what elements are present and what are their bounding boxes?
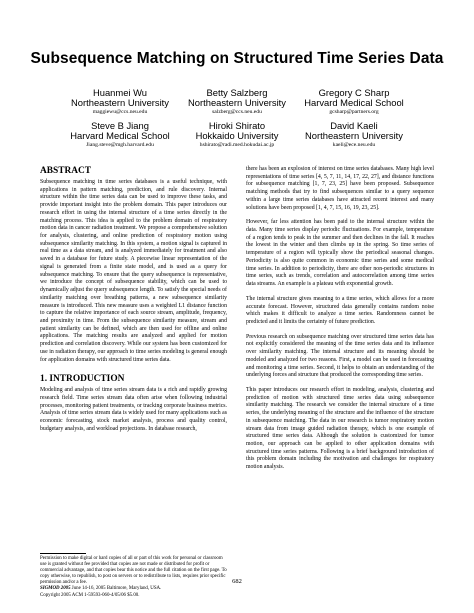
- author-block: [294, 88, 414, 116]
- author-block: [177, 88, 297, 116]
- author-email[interactable]: Jiang.steve@mgh.harvard.edu: [86, 142, 154, 148]
- author-email[interactable]: hshirato@radi.med.hokudai.ac.jp: [199, 142, 275, 148]
- footnote-rule: [40, 553, 86, 554]
- body-paragraph: there has been an explosion of interest on time series databases. Many high level representations of time series [4, 5, 7, 11, 14, 17, 22, 27], and distance functions for subsequence matching [1, 7, 23, 25] have been proposed. Subsequence matching methods that try to find subsequences similar to a query sequence within a large time series databases have attracted recent interest and many solutions have been proposed [1, 4, 7, 15, 16, 19, 23, 25].: [246, 166, 434, 211]
- body-paragraph: The internal structure gives meaning to a time series, which allows for a more accurate forecast. However, structured data generally contains random noise which makes it difficult to analyze a time series. Randomness cannot be predicted and it limits the certainty of future prediction.: [246, 295, 434, 325]
- author-block: [294, 121, 414, 149]
- introduction-heading: 1. INTRODUCTION: [40, 374, 125, 385]
- author-block: [60, 88, 180, 116]
- author-affiliation: Hokkaido University: [195, 130, 279, 141]
- author-affiliation: Northeastern University: [71, 97, 169, 108]
- body-paragraph: Previous research on subsequence matching over structured time series data has not explicitly considered the meaning of the time series data and its influence over similarity matching. The internal structure and its meaning should be modeled and analyzed for two reasons. First, a model can be used in forecasting and monitoring a time series. Second, it helps to obtain an understanding of the underlying forces and structure that produced the corresponding time series.: [246, 333, 434, 379]
- author-name: Betty Salzberg: [206, 87, 268, 98]
- copyright-line: Copyright 2005 ACM 1-59593-060-4/05/06 $5.00.: [40, 592, 140, 598]
- permission-text: Permission to make digital or hard copies of all or part of this work for personal or classroom use is granted without fee provided that copies are not made or distributed for profit or commercial advantage, and that copies bear this notice and the full citation on the first page. To copy otherwise, to republish, to post on servers or to redistribute to lists, requires prior specific permission and/or a fee.: [40, 556, 227, 586]
- author-email[interactable]: salzberg@ccs.neu.edu: [212, 109, 262, 115]
- body-paragraph: This paper introduces our research effort in modeling, analysis, clustering and prediction of motion with structured time series data using subsequence similarity matching. The research we consider the internal structure of a time series, the underlying meaning of the structure and the influence of the structure in subsequence matching. The data in our research is tumor respiratory motion stream data from image guided radiation therapy, which is one example of structured time series data. Although the solution is customized for tumor motion, our approach can be applied to other application domains with structured time series patterns. Following is a brief background introduction of this problem domain including the motivation and challenges for respiratory motion analysis.: [246, 386, 434, 471]
- conference-name: SIGMOD 2005: [40, 586, 71, 592]
- author-affiliation: Northeastern University: [305, 130, 403, 141]
- author-name: David Kaeli: [330, 120, 378, 131]
- body-paragraph: However, far less attention has been paid to the internal structure within the data. Many time series display periodic fluctuations. For example, temperature of a region tends to peak in the summer and then declines in the fall. It reaches the lowest in the winter and then climbs up in the spring. So time series of temperature of a region will typically show the periodical seasonal changes. Periodicity is also quite common in economic time series and some medical time series. In addition to periodicity, there are other non-periodic structures in time series, such as trends, correlation and autocorrelation among time series data streams. An example is a plateau with exponential growth.: [246, 219, 434, 288]
- author-name: Steve B Jiang: [91, 120, 149, 131]
- author-affiliation: Harvard Medical School: [304, 97, 404, 108]
- left-column: [40, 166, 227, 434]
- page-number: 682: [232, 578, 242, 585]
- author-block: [60, 121, 180, 149]
- author-name: Gregory C Sharp: [318, 87, 390, 98]
- abstract-text: Subsequence matching in time series databases is a useful technique, with applications in pattern matching, prediction, and rule discovery. Internal structure within the time series data can be used to improve these tasks, and provide important insight into the problem domain. This paper introduces our research effort in using the internal structure of a time series directly in the matching process. This idea is applied to the problem domain of respiratory motion data in cancer radiation treatment. We propose a comprehensive solution for analysis, clustering, and online prediction of respiratory motion using subsequence similarity matching. In this system, a motion signal is captured in real time as a data stream, and is analyzed immediately for treatment and also saved in a database for future study. A piecewise linear representation of the signal is generated from a finite state model, and is used as a query for subsequence matching. To ensure that the query subsequence is representative, we introduce the concept of subsequence stability, which can be used to dynamically adjust the query subsequence length. To satisfy the special needs of similarity matching over breathing patterns, a new subsequence similarity measure is introduced. This new measure uses a weighted L1 distance function to capture the relative importance of each source stream, amplitude, frequency, and proximity in time. From the subsequence similarity measure, stream and patient similarity can be defined, which are then used for offline and online applications. The matching results are analyzed and applied for motion prediction and correlation discovery. While our system has been customized for use in radiation therapy, our approach to time series modeling is general enough for application domains with structured time series data.: [40, 179, 227, 363]
- author-email[interactable]: kaeli@ece.neu.edu: [332, 142, 376, 148]
- author-name: Hiroki Shirato: [208, 120, 266, 131]
- author-block: [177, 121, 297, 149]
- author-name: Huanmei Wu: [92, 87, 148, 98]
- author-email[interactable]: gcsharp@partners.org: [329, 109, 379, 115]
- paper-title: Subsequence Matching on Structured Time Series Data: [30, 50, 444, 67]
- author-email[interactable]: maggiewu@ccs.neu.edu: [92, 109, 148, 115]
- right-column: [246, 166, 434, 472]
- author-affiliation: Northeastern University: [188, 97, 286, 108]
- author-affiliation: Harvard Medical School: [70, 130, 170, 141]
- conference-details: June 14-16, 2005 Baltimore, Maryland, USA.: [70, 586, 162, 592]
- abstract-heading: ABSTRACT: [40, 166, 92, 176]
- introduction-text: Modeling and analysis of time series stream data is a rich and rapidly growing research field. Time series stream data often arise when following industrial processes, monitoring patient treatments, or tracking corporate business metrics. Analysis of time series stream data is widely used for many applications such as economic forecasting, stock market analysis, process and quality control, budgetary analysis, and workload projections. In database research,: [40, 387, 227, 432]
